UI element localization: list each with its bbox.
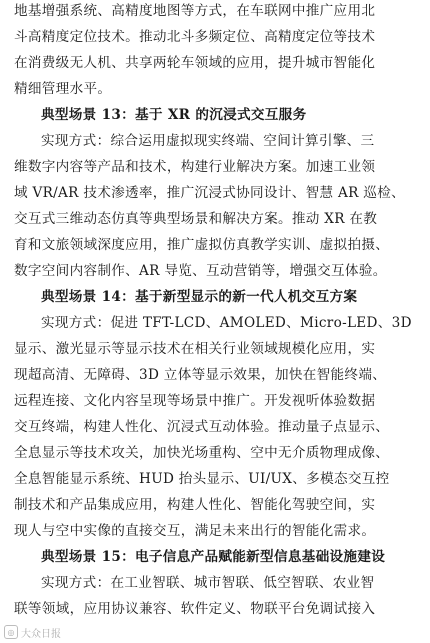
body-line-23: 实现方式：在工业智联、城市智联、低空智联、农业智 [41, 575, 375, 591]
body-line-21: 现人与空中实像的直接交互，满足未来出行的智能化需求。 [14, 523, 376, 539]
body-line-11: 数字空间内容制作、AR 导览、互动营销等，增强交互体验。 [14, 263, 387, 279]
body-line-10: 育和文旅领域深度应用，推广虚拟仿真教学实训、虚拟拍摄、 [14, 237, 390, 253]
body-line-20: 制技术和产品集成应用，构建人性化、智能化驾驶空间，实 [14, 497, 376, 513]
body-line-1: 地基增强系统、高精度地图等方式，在车联网中推广应用北 [14, 3, 376, 19]
body-line-15: 现超高清、无障碍、3D 立体等显示效果，加快在智能终端、 [14, 367, 387, 383]
scenario-14-heading: 典型场景 14：基于新型显示的新一代人机交互方案 [41, 289, 358, 305]
body-line-7: 维数字内容等产品和技术，构建行业解决方案。加速工业领 [14, 159, 376, 175]
scenario-13-heading: 典型场景 13：基于 XR 的沉浸式交互服务 [41, 107, 307, 123]
body-line-9: 交互式三维动态仿真等典型场景和解决方案。推动 XR 在教 [14, 211, 378, 227]
body-line-16: 远程连接、文化内容呈现等场景中推广。开发视听体验数据 [14, 393, 376, 409]
body-line-6: 实现方式：综合运用虚拟现实终端、空间计算引擎、三 [41, 133, 375, 149]
body-line-17: 交互终端，构建人性化、沉浸式互动体验。推动量子点显示、 [14, 419, 390, 435]
body-line-2: 斗高精度定位技术。推动北斗多频定位、高精度定位等技术 [14, 29, 376, 45]
body-line-19: 全息智能显示系统、HUD 抬头显示、UI/UX、多模态交互控 [14, 471, 390, 487]
body-line-4: 精细管理水平。 [14, 81, 112, 97]
body-line-3: 在消费级无人机、共享两轮车领域的应用，提升城市智能化 [14, 55, 376, 71]
watermark-text: 大众日报 [21, 628, 61, 640]
body-line-8: 域 VR/AR 技术渗透率，推广沉浸式协同设计、智慧 AR 巡检、 [14, 185, 405, 201]
body-line-18: 全息显示等技术攻关，加快光场重构、空中无介质物理成像、 [14, 445, 390, 461]
body-line-24: 联等领域，应用协议兼容、软件定义、物联平台免调试接入 [14, 601, 376, 617]
body-line-13: 实现方式：促进 TFT-LCD、AMOLED、Micro-LED、3D [41, 315, 412, 331]
body-line-14: 显示、激光显示等显示技术在相关行业领域规模化应用，实 [14, 341, 376, 357]
watermark-logo-icon: ◎ [4, 625, 18, 639]
watermark [4, 625, 61, 639]
scenario-15-heading: 典型场景 15：电子信息产品赋能新型信息基础设施建设 [41, 549, 386, 565]
